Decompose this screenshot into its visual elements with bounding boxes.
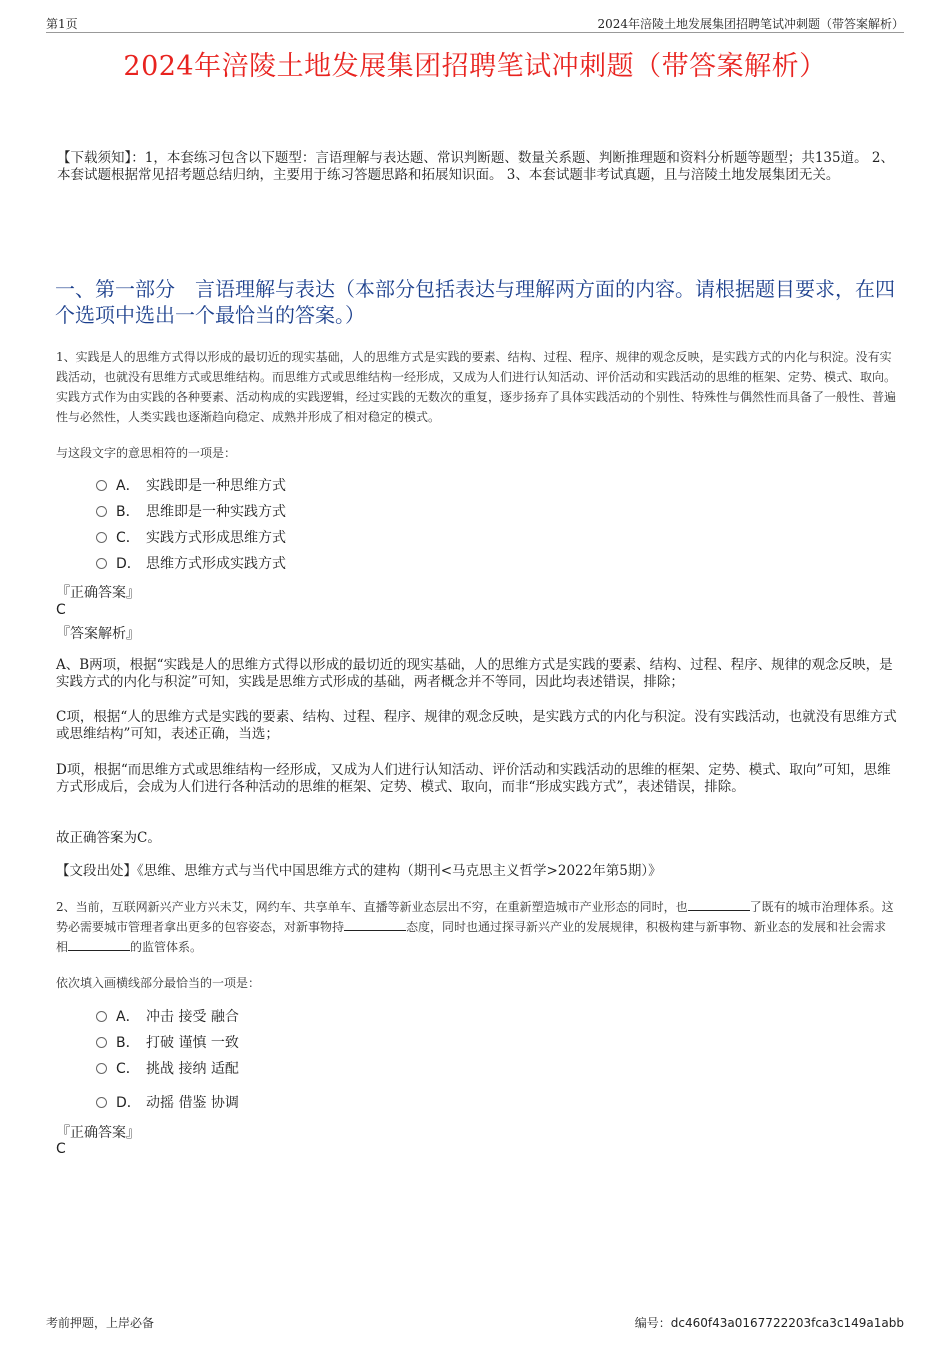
running-title: 2024年涪陵土地发展集团招聘笔试冲刺题（带答案解析） bbox=[597, 17, 904, 31]
page-header bbox=[46, 14, 904, 33]
option-letter: B． bbox=[116, 504, 140, 520]
footer-code-label: 编号： bbox=[634, 1316, 671, 1330]
analysis-paragraph-c: C项，根据“人的思维方式是实践的要素、结构、过程、程序、规律的观念反映，是实践方式的内化与积淀。没有实践活动，也就没有思维方式或思维结构”可知，表述正确，当选； bbox=[56, 709, 897, 742]
fill-blank bbox=[344, 918, 406, 931]
footer-document-id bbox=[635, 1314, 904, 1331]
download-notice: 【下载须知】：1，本套练习包含以下题型：言语理解与表达题、常识判断题、数量关系题、判断推理题和资料分析题等题型；共135道。 2、本套试题根据常见招考题总结归纳，主要用于练习答题思路和拓展知识面。 3、本套试题非考试真题，且与涪陵土地发展集团无关。 bbox=[57, 150, 894, 183]
footer-code: dc460f43a0167722203fca3c149a1abb bbox=[670, 1316, 904, 1330]
analysis-paragraph-d: D项，根据“而思维方式或思维结构一经形成，又成为人们进行认知活动、评价活动和实践活动的思维的框架、定势、模式、取向”可知，思维方式形成后，会成为人们进行各种活动的思维的框架、定势、模式、取向，而非“形成实践方式”，表述错误，排除。 bbox=[56, 762, 891, 795]
question1-option-b[interactable] bbox=[96, 502, 286, 522]
section-heading: 一、第一部分 言语理解与表达（本部分包括表达与理解两方面的内容。请根据题目要求，在四个选项中选出一个最恰当的答案。） bbox=[55, 277, 895, 327]
question2-answer: C bbox=[56, 1141, 66, 1157]
passage-part: 态度，同时也通过探寻新兴产业的发展规律，积极构建与新事物、新业态的发展和社会需求相 bbox=[56, 920, 887, 954]
radio-icon[interactable] bbox=[96, 1037, 107, 1048]
question2-option-d[interactable] bbox=[96, 1093, 239, 1113]
option-text: 实践即是一种思维方式 bbox=[146, 478, 286, 494]
option-letter: D． bbox=[116, 1095, 141, 1111]
question1-analysis-label: 『答案解析』 bbox=[56, 626, 140, 642]
question2-answer-label: 『正确答案』 bbox=[56, 1125, 140, 1141]
radio-icon[interactable] bbox=[96, 1063, 107, 1074]
fill-blank bbox=[68, 938, 130, 951]
radio-icon[interactable] bbox=[96, 532, 107, 543]
option-text: 动摇 借鉴 协调 bbox=[146, 1095, 239, 1111]
option-text: 打破 谨慎 一致 bbox=[146, 1035, 239, 1051]
passage-part: 2、当前，互联网新兴产业方兴未艾，网约车、共享单车、直播等新业态层出不穷，在重新塑造城市产业形态的同时，也 bbox=[56, 900, 688, 914]
radio-icon[interactable] bbox=[96, 558, 107, 569]
radio-icon[interactable] bbox=[96, 1011, 107, 1022]
question2-option-a[interactable] bbox=[96, 1007, 239, 1027]
analysis-conclusion: 故正确答案为C。 bbox=[56, 830, 161, 846]
option-text: 思维即是一种实践方式 bbox=[146, 504, 286, 520]
option-letter: A． bbox=[116, 478, 140, 494]
option-letter: A． bbox=[116, 1009, 140, 1025]
option-letter: B． bbox=[116, 1035, 140, 1051]
document-title: 2024年涪陵土地发展集团招聘笔试冲刺题（带答案解析） bbox=[123, 51, 827, 82]
question1-option-a[interactable] bbox=[96, 476, 286, 496]
fill-blank bbox=[688, 898, 750, 911]
radio-icon[interactable] bbox=[96, 1097, 107, 1108]
option-text: 思维方式形成实践方式 bbox=[146, 556, 286, 572]
question1-option-c[interactable] bbox=[96, 528, 286, 548]
passage-part: 了既有的城市治理体系。这势必需要城市管理者拿出更多的包容姿态，对新事物持 bbox=[56, 900, 894, 934]
question1-stem: 与这段文字的意思相符的一项是： bbox=[56, 446, 237, 460]
page-number: 第1页 bbox=[46, 17, 78, 31]
question2-option-b[interactable] bbox=[96, 1033, 239, 1053]
question1-answer: C bbox=[56, 602, 66, 618]
radio-icon[interactable] bbox=[96, 506, 107, 517]
question2-stem: 依次填入画横线部分最恰当的一项是： bbox=[56, 976, 261, 990]
option-text: 挑战 接纳 适配 bbox=[146, 1061, 239, 1077]
analysis-paragraph-ab: A、B两项，根据“实践是人的思维方式得以形成的最切近的现实基础，人的思维方式是实践的要素、结构、过程、程序、规律的观念反映，是实践方式的内化与积淀”可知，实践是思维方式形成的基础，两者概念并不等同，因此均表述错误，排除； bbox=[56, 657, 893, 690]
question2-option-c[interactable] bbox=[96, 1059, 239, 1079]
question1-source: 【文段出处】《思维、思维方式与当代中国思维方式的建构（期刊<马克思主义哲学>2022年第5期）》 bbox=[56, 863, 662, 879]
question1-passage: 1、实践是人的思维方式得以形成的最切近的现实基础，人的思维方式是实践的要素、结构、过程、程序、规律的观念反映，是实践方式的内化与积淀。没有实践活动，也就没有思维方式或思维结构。而思维方式或思维结构一经形成，又成为人们进行认知活动、评价活动和实践活动的思维的框架、定势、模式、取向。实践方式作为由实践的各种要素、活动构成的实践逻辑，经过实践的无数次的重复，逐步扬弃了具体实践活动的个别性、特殊性与偶然性而具备了一般性、普遍性与必然性，人类实践也逐渐趋向稳定、成熟并形成了相对稳定的模式。 bbox=[56, 350, 897, 424]
question1-answer-label: 『正确答案』 bbox=[56, 585, 140, 601]
option-text: 实践方式形成思维方式 bbox=[146, 530, 286, 546]
option-letter: D． bbox=[116, 556, 141, 572]
footer-slogan: 考前押题，上岸必备 bbox=[46, 1316, 155, 1330]
option-letter: C． bbox=[116, 1061, 140, 1077]
question2-passage bbox=[56, 897, 898, 957]
passage-part: 的监管体系。 bbox=[130, 940, 203, 954]
option-letter: C． bbox=[116, 530, 140, 546]
option-text: 冲击 接受 融合 bbox=[146, 1009, 239, 1025]
radio-icon[interactable] bbox=[96, 480, 107, 491]
question1-option-d[interactable] bbox=[96, 554, 286, 574]
